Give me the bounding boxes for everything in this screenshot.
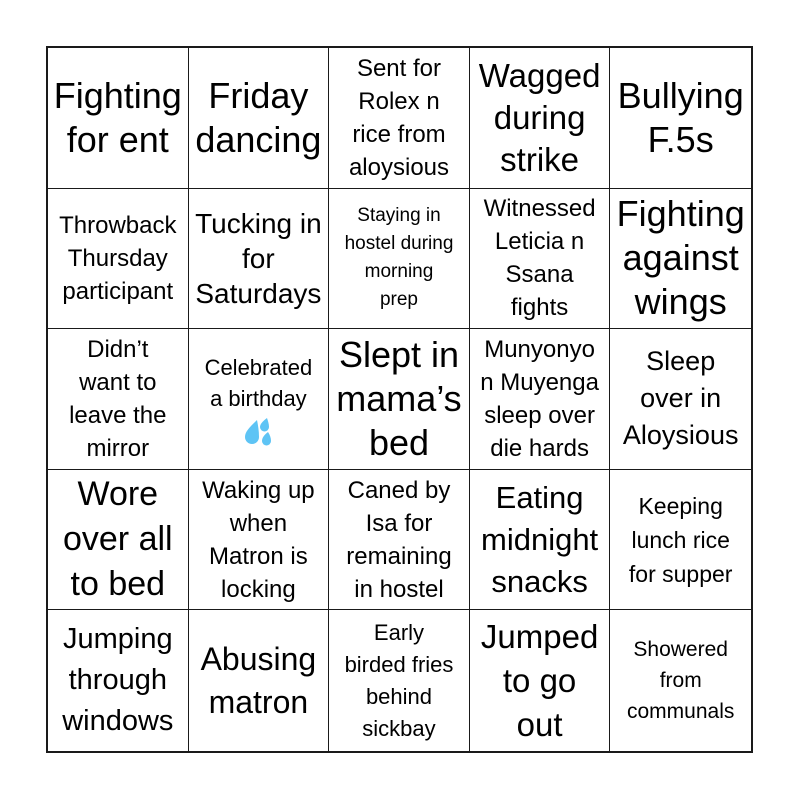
cell-text-line: want to (79, 368, 157, 396)
cell-text-line: midnight (481, 521, 599, 557)
cell-text (623, 343, 739, 454)
cell-text-line: Wore (77, 475, 159, 514)
cell-text-line: birded fries (344, 651, 454, 677)
cell-text-line: Saturdays (195, 277, 322, 309)
cell-text-line: locking (221, 575, 296, 603)
cell-text-line: for supper (628, 560, 733, 587)
bingo-cell[interactable] (48, 189, 189, 330)
cell-text-line: Eating (495, 479, 584, 515)
cell-text-line: die hards (490, 434, 589, 462)
cell-text-line: matron (208, 683, 309, 720)
cell-text-line: Throwback (59, 211, 177, 239)
cell-text-line: Witnessed (483, 195, 596, 223)
bingo-cell[interactable] (610, 610, 751, 751)
cell-text-line: Ssana (505, 261, 574, 289)
bingo-cell[interactable] (610, 189, 751, 330)
cell-text (62, 619, 173, 742)
bingo-cell[interactable] (48, 329, 189, 470)
cell-text (205, 352, 313, 414)
bingo-cell[interactable] (189, 610, 330, 751)
cell-text-line: Fighting (616, 193, 745, 235)
cell-text (618, 74, 744, 162)
cell-text-line: during (493, 98, 586, 136)
bingo-cell[interactable] (48, 610, 189, 751)
cell-text-line: F.5s (647, 118, 714, 160)
cell-text-line: Munyonyo (484, 335, 595, 363)
cell-text-line: Fighting (53, 74, 182, 116)
cell-text (59, 209, 176, 308)
bingo-cell[interactable] (610, 470, 751, 611)
cell-text-line: in hostel (354, 575, 444, 603)
cell-text-line: communals (627, 700, 735, 724)
bingo-cell[interactable] (329, 610, 470, 751)
cell-text-line: strike (500, 140, 580, 178)
cell-text-line: Jumping (62, 623, 173, 656)
cell-text-line: Thursday (67, 244, 168, 272)
bingo-cell[interactable] (610, 48, 751, 189)
cell-text-line: behind (365, 683, 433, 709)
cell-text (202, 474, 315, 606)
cell-text-line: Sent for (356, 54, 441, 82)
cell-text-line: against (622, 237, 739, 279)
bingo-cell[interactable] (329, 189, 470, 330)
bingo-cell[interactable] (470, 329, 611, 470)
cell-text-line: Leticia n (494, 228, 585, 256)
cell-text (336, 333, 461, 465)
cell-text-line: Isa for (365, 509, 433, 537)
cell-text (481, 615, 598, 747)
cell-text-line: over all (62, 520, 173, 559)
bingo-cell[interactable] (470, 189, 611, 330)
cell-text-line: n Muyenga (480, 368, 599, 396)
cell-text-line: from (659, 669, 702, 693)
bingo-cell[interactable] (189, 329, 330, 470)
cell-text-line: snacks (491, 563, 588, 599)
cell-text-line: sleep over (484, 401, 595, 429)
cell-text-line: lunch rice (631, 526, 730, 553)
cell-text (201, 638, 317, 724)
cell-text-line: Jumped (480, 617, 599, 655)
cell-text-line: Friday (208, 74, 309, 116)
sweat-droplets-icon (241, 416, 275, 446)
cell-text-line: Didn’t (87, 335, 149, 363)
cell-text-line: Celebrated (204, 354, 313, 380)
cell-text (345, 202, 454, 314)
bingo-cell[interactable] (470, 48, 611, 189)
cell-text (484, 192, 596, 324)
bingo-cell[interactable] (610, 329, 751, 470)
cell-text-line: dancing (195, 118, 322, 160)
cell-text-line: Slept in (338, 333, 460, 375)
bingo-cell[interactable] (189, 470, 330, 611)
bingo-cell[interactable] (48, 48, 189, 189)
cell-text (629, 489, 733, 591)
cell-text-line: Wagged (478, 56, 601, 94)
cell-text-line: wings (634, 281, 727, 323)
cell-text (480, 333, 599, 465)
cell-text-line: hostel during (344, 233, 454, 255)
cell-text-line: Rolex n (358, 87, 440, 115)
cell-text-line: Early (373, 619, 425, 645)
cell-text-line: out (516, 705, 563, 743)
cell-text-line: Caned by (347, 476, 451, 504)
bingo-cell[interactable] (48, 470, 189, 611)
cell-text-line: to go (502, 661, 577, 699)
cell-text (617, 192, 745, 324)
cell-text-line: remaining (346, 542, 452, 570)
cell-text-line: leave the (69, 401, 167, 429)
cell-text-line: Aloysious (622, 420, 739, 451)
bingo-cell[interactable] (470, 610, 611, 751)
cell-text-line: for (242, 242, 275, 274)
cell-text (481, 477, 598, 603)
cell-text-line: Staying in (357, 205, 441, 227)
cell-text-line: prep (379, 289, 418, 311)
cell-text (195, 74, 321, 162)
cell-text-line: sickbay (362, 715, 436, 741)
cell-text-line: rice from (352, 120, 446, 148)
cell-text (345, 617, 454, 745)
cell-text-line: over in (640, 383, 722, 414)
cell-text-line: when (229, 509, 288, 537)
cell-text-line: windows (62, 705, 174, 738)
cell-text-line: mama’s (336, 377, 462, 419)
cell-text (69, 333, 166, 465)
cell-text-line: Keeping (638, 492, 723, 519)
cell-text-line: Abusing (200, 640, 317, 677)
cell-text-line: through (68, 664, 167, 697)
bingo-cell[interactable] (189, 189, 330, 330)
cell-text (63, 472, 173, 607)
cell-text-line: aloysious (348, 153, 450, 181)
cell-text (479, 55, 601, 181)
cell-text-line: mirror (86, 434, 150, 462)
cell-text-line: for ent (66, 118, 169, 160)
cell-text (54, 74, 182, 162)
cell-text (627, 634, 734, 727)
cell-text-line: morning (364, 261, 434, 283)
cell-text-line: a birthday (210, 385, 307, 411)
cell-text-line: participant (62, 277, 174, 305)
bingo-cell[interactable] (329, 470, 470, 611)
bingo-board (46, 46, 753, 753)
cell-text (346, 474, 451, 606)
cell-text-line: Sleep (646, 346, 716, 377)
cell-text-line: Waking up (202, 476, 315, 504)
cell-text-line: Matron is (209, 542, 308, 570)
bingo-cell[interactable] (189, 48, 330, 189)
cell-text-line: Bullying (617, 74, 744, 116)
cell-text-line: bed (368, 421, 430, 463)
cell-text-line: Tucking in (195, 207, 322, 239)
bingo-cell[interactable] (470, 470, 611, 611)
cell-text-line: to bed (70, 565, 166, 604)
bingo-cell[interactable] (329, 48, 470, 189)
bingo-cell[interactable] (329, 329, 470, 470)
cell-text (349, 52, 449, 184)
cell-text-line: Showered (633, 638, 728, 662)
cell-text (195, 206, 322, 311)
cell-text-line: fights (510, 294, 569, 322)
